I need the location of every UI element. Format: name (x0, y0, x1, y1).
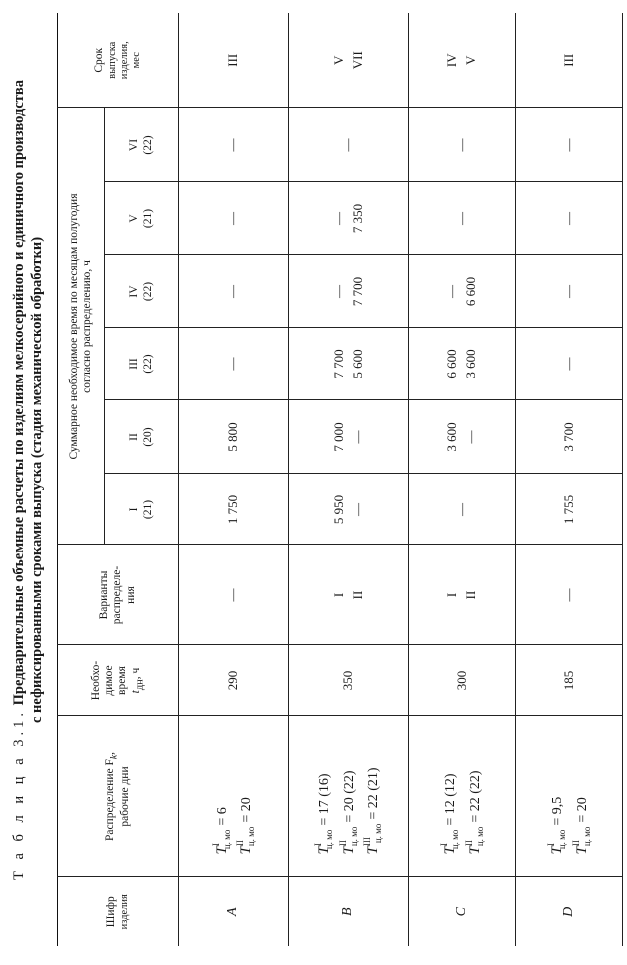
cell-release-term (179, 13, 289, 108)
formula-subscript: ц. мо (557, 829, 568, 850)
cell-month-4-value: — (330, 285, 346, 298)
distribution-formula (464, 717, 485, 855)
formula-superscript: I (313, 843, 324, 847)
formula-symbol: T (316, 846, 333, 855)
cell-month-3-value: 5 600 (349, 349, 365, 379)
cell-release-term-value: V (463, 55, 478, 65)
cell-code: A (179, 877, 289, 946)
header-month-days: (22) (142, 354, 154, 374)
cell-code: D (516, 877, 623, 946)
header-line: Суммарное необходимое время по месяцам полугодия (67, 193, 80, 460)
cell-month-5 (289, 182, 409, 255)
cell-month-1-value: 5 950 (330, 494, 346, 525)
header-line: Необхо- (89, 660, 102, 701)
cell-distribution (179, 716, 289, 877)
distribution-formula (313, 717, 334, 855)
formula-subscript: ц. мо (474, 826, 485, 847)
formula-superscript: I (439, 843, 450, 847)
distribution-formula (211, 717, 232, 855)
distribution-formula (235, 717, 256, 855)
cell-month-2 (179, 400, 289, 474)
cell-month-5-value: — (330, 212, 346, 225)
formula-value: = 9,5 (550, 796, 566, 826)
formula-superscript: II (235, 840, 245, 847)
cell-month-2 (516, 400, 623, 474)
cell-month-5 (409, 182, 516, 255)
header-line: ния (124, 586, 137, 604)
cell-required-time: 290 (179, 645, 289, 716)
cell-month-1-value: — (453, 503, 469, 516)
header-distribution (58, 716, 179, 877)
cell-code: C (409, 877, 516, 946)
header-month-days: (22) (142, 135, 154, 155)
cell-release-term-value: V (330, 55, 346, 65)
cell-variants-value: — (225, 588, 241, 602)
formula-subscript: ц. мо (324, 829, 335, 850)
header-line: мес (130, 52, 142, 69)
cell-variants-value: II (463, 590, 478, 600)
cell-variants (516, 545, 623, 645)
cell-code: B (289, 877, 409, 946)
header-month-days: (21) (142, 499, 154, 520)
cell-month-1 (409, 474, 516, 545)
header-line: распределе- (111, 565, 124, 625)
formula-superscript: I (210, 843, 221, 847)
formula-subscript: ц. мо (581, 826, 592, 847)
cell-month-4-value: 7 700 (349, 276, 365, 307)
header-month-2 (105, 400, 179, 474)
formula-subscript: ц. мо (373, 823, 384, 844)
formula-value: = 22 (21) (366, 767, 382, 820)
header-month-6 (105, 108, 179, 182)
header-distribution-line: рабочие дни (119, 766, 132, 827)
cell-month-3-value: — (560, 357, 576, 371)
distribution-formula (546, 717, 567, 855)
formula-value: = 20 (574, 797, 590, 823)
cell-month-4-value: — (444, 285, 460, 298)
header-line: согласно распределению, ч (81, 260, 93, 393)
formula-value: = 22 (22) (467, 770, 483, 823)
formula-value: = 6 (214, 807, 230, 826)
cell-variants-value: — (560, 588, 576, 602)
cell-distribution (409, 716, 516, 877)
distribution-formula (439, 717, 460, 855)
cell-release-term-value: IV (444, 53, 460, 68)
cell-month-3 (516, 328, 623, 400)
cell-month-4-value: — (225, 285, 241, 298)
cell-month-2-value: 5 800 (225, 422, 241, 452)
header-line: димое (103, 665, 116, 696)
formula-superscript: II (337, 840, 348, 847)
cell-variants-value: II (349, 590, 365, 600)
cell-release-term-value: VII (349, 51, 365, 70)
formula-superscript: II (463, 840, 474, 847)
cell-distribution (516, 716, 623, 877)
header-line: Варианты (98, 570, 111, 620)
formula-subscript: ц. мо (246, 826, 256, 847)
header-code-line: Шифр (105, 896, 118, 928)
table-caption-prefix: Т а б л и ц а 3.1. (11, 708, 27, 880)
cell-variants-value: I (444, 592, 460, 598)
header-month-days: (20) (142, 427, 154, 447)
cell-month-5-value: — (453, 212, 469, 225)
cell-month-4 (289, 255, 409, 328)
header-line: время (116, 666, 129, 695)
cell-month-3-value: 3 600 (463, 349, 478, 379)
cell-release-term (289, 13, 409, 108)
cell-month-6 (289, 108, 409, 182)
cell-release-term-value: III (225, 53, 241, 67)
cell-variants (179, 545, 289, 645)
cell-month-1-value: 1 750 (225, 494, 241, 525)
formula-symbol: T (442, 846, 459, 855)
header-month-roman: II (127, 433, 140, 441)
cell-month-1-value: — (349, 503, 365, 516)
cell-month-1 (289, 474, 409, 545)
header-monthly-total (58, 108, 105, 545)
header-month-4 (105, 255, 179, 328)
cell-month-5-value: — (560, 212, 576, 225)
formula-symbol: T (573, 846, 590, 855)
table-row (516, 13, 623, 946)
formula-superscript: III (362, 837, 373, 847)
header-distribution-line: Распределение $F_k$, (103, 751, 120, 842)
cell-release-term (409, 13, 516, 108)
formula-subscript: ц. мо (348, 826, 359, 847)
cell-month-5-value: — (225, 212, 241, 225)
cell-month-2-value: 7 000 (330, 422, 346, 452)
cell-month-3 (289, 328, 409, 400)
header-variants (58, 545, 179, 645)
cell-month-3 (179, 328, 289, 400)
formula-value: = 20 (22) (341, 770, 357, 823)
cell-required-time: 350 (289, 645, 409, 716)
cell-distribution (289, 716, 409, 877)
cell-month-4 (179, 255, 289, 328)
cell-required-time: 300 (409, 645, 516, 716)
cell-month-2 (289, 400, 409, 474)
cell-month-3-value: — (225, 357, 241, 371)
formula-symbol: T (365, 846, 382, 855)
header-month-1 (105, 474, 179, 545)
cell-month-2-value: 3 600 (444, 422, 460, 452)
cell-month-5 (179, 182, 289, 255)
header-month-roman: III (127, 358, 140, 370)
formula-superscript: I (546, 843, 557, 847)
cell-month-3 (409, 328, 516, 400)
header-month-days: (21) (142, 208, 154, 229)
header-release-term (58, 13, 179, 108)
header-month-roman: V (127, 214, 140, 223)
cell-month-6-value: — (560, 138, 576, 152)
cell-month-6-value: — (225, 138, 241, 152)
cell-release-term-value: III (560, 53, 576, 67)
cell-variants (409, 545, 516, 645)
cell-month-6-value: — (340, 138, 356, 152)
distribution-formula (571, 717, 592, 855)
distribution-formula (338, 717, 359, 855)
cell-month-6 (179, 108, 289, 182)
cell-month-2-value: — (349, 430, 365, 444)
data-table (57, 13, 623, 946)
formula-subscript: ц. мо (450, 829, 461, 850)
cell-month-3-value: 7 700 (330, 349, 346, 379)
formula-symbol: T (213, 846, 230, 855)
header-code (58, 877, 179, 946)
header-line: изделия, (118, 41, 130, 80)
cell-variants (289, 545, 409, 645)
cell-month-2-value: 3 700 (560, 422, 576, 452)
header-month-roman: IV (127, 285, 140, 298)
cell-month-6 (516, 108, 623, 182)
cell-month-6-value: — (453, 138, 469, 152)
header-required-time (58, 645, 179, 716)
table-row (409, 13, 516, 946)
cell-month-2-value: — (463, 430, 478, 444)
cell-month-6 (409, 108, 516, 182)
table-title (11, 0, 28, 960)
formula-value: = 17 (16) (317, 773, 333, 826)
table-title-line1: Предварительные объемные расчеты по изделиям мелкосерийного и единичного производства (11, 80, 27, 706)
cell-month-4 (516, 255, 623, 328)
formula-value: = 20 (239, 797, 254, 823)
cell-month-4-value: 6 600 (463, 276, 478, 307)
header-month-days: (22) (142, 281, 154, 302)
formula-symbol: T (549, 846, 566, 855)
cell-release-term (516, 13, 623, 108)
header-line: выпуска (106, 41, 118, 79)
cell-month-4-value: — (560, 285, 576, 298)
cell-month-5-value: 7 350 (349, 203, 365, 234)
header-month-roman: VI (127, 138, 140, 152)
header-line: $t_{дн}$, ч (129, 667, 145, 694)
cell-month-1-value: 1 755 (560, 494, 576, 525)
formula-symbol: T (238, 846, 254, 855)
table-row (179, 13, 289, 946)
header-month-roman: I (127, 507, 140, 512)
cell-required-time: 185 (516, 645, 623, 716)
header-month-5 (105, 182, 179, 255)
header-month-3 (105, 328, 179, 400)
formula-symbol: T (466, 846, 483, 855)
formula-superscript: II (570, 840, 581, 847)
formula-subscript: ц. мо (221, 829, 232, 850)
formula-value: = 12 (12) (443, 773, 459, 826)
formula-symbol: T (340, 846, 357, 855)
cell-month-4 (409, 255, 516, 328)
cell-variants-value: I (330, 592, 346, 598)
cell-month-1 (516, 474, 623, 545)
table-title-line2: с нефиксированными сроками выпуска (стадия механической обработки) (29, 236, 45, 724)
header-code-line: изделия (118, 894, 130, 930)
distribution-formula (362, 717, 383, 855)
cell-month-2 (409, 400, 516, 474)
table-row (289, 13, 409, 946)
cell-month-5 (516, 182, 623, 255)
header-line: Срок (93, 47, 106, 73)
cell-month-3-value: 6 600 (444, 349, 460, 379)
cell-month-1 (179, 474, 289, 545)
